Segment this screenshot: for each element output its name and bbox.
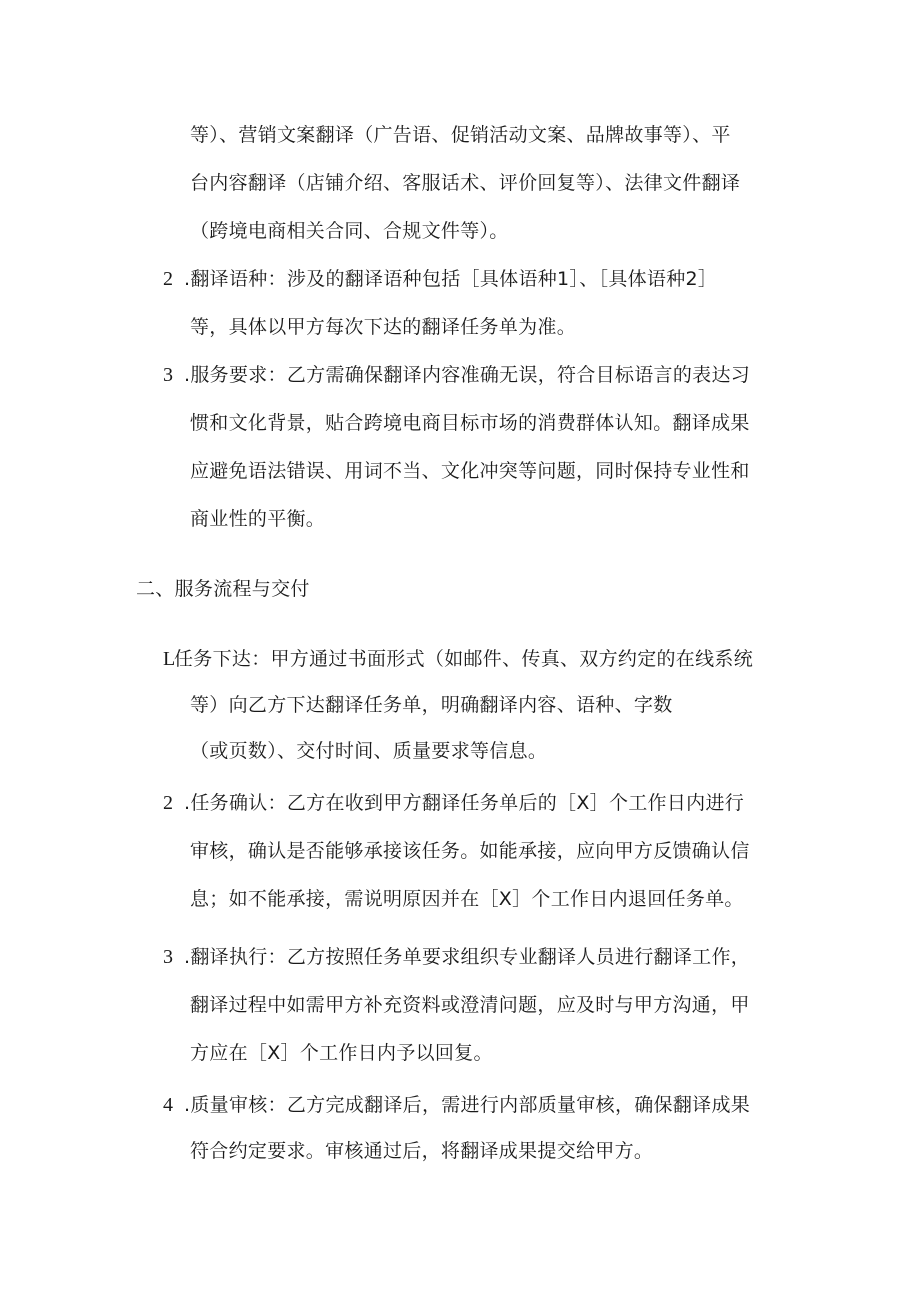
list-item-text: .质量审核：乙方完成翻译后，需进行内部质量审核，确保翻译成果	[184, 1094, 751, 1116]
body-text-line: 台内容翻译（店铺介绍、客服话术、评价回复等）、法律文件翻译	[190, 172, 741, 194]
list-item-text: .任务确认：乙方在收到甲方翻译任务单后的［X］个工作日内进行	[184, 792, 745, 814]
list-item-text: 翻译过程中如需甲方补充资料或澄清问题，应及时与甲方沟通，甲	[190, 994, 750, 1016]
list-item-text: （或页数）、交付时间、质量要求等信息。	[190, 740, 548, 762]
list-item-text: 应避免语法错误、用词不当、文化冲突等问题，同时保持专业性和	[190, 460, 750, 482]
list-number: 4	[163, 1094, 174, 1116]
list-item-text: 方应在［X］个工作日内予以回复。	[190, 1042, 493, 1064]
body-text-line: （跨境电商相关合同、合规文件等）。	[190, 220, 509, 242]
list-item-text: 等）向乙方下达翻译任务单，明确翻译内容、语种、字数	[190, 694, 673, 716]
list-number: L	[163, 648, 176, 670]
list-item-text: .服务要求：乙方需确保翻译内容准确无误，符合目标语言的表达习	[184, 364, 751, 386]
list-item-text: .翻译语种：涉及的翻译语种包括［具体语种1］、［具体语种2］	[184, 268, 718, 290]
body-text-line: 等）、营销文案翻译（广告语、促销活动文案、品牌故事等）、平	[190, 124, 731, 146]
list-item-text: 惯和文化背景，贴合跨境电商目标市场的消费群体认知。翻译成果	[190, 412, 750, 434]
list-number: 3	[163, 946, 174, 968]
list-item-text: 任务下达：甲方通过书面形式（如邮件、传真、双方约定的在线系统	[174, 648, 754, 670]
list-item-text: 息；如不能承接，需说明原因并在［X］个工作日内退回任务单。	[190, 888, 744, 910]
list-number: 3	[163, 364, 174, 386]
list-item-text: 审核，确认是否能够承接该任务。如能承接，应向甲方反馈确认信	[190, 840, 750, 862]
list-item-text: .翻译执行：乙方按照任务单要求组织专业翻译人员进行翻译工作，	[184, 946, 751, 968]
list-number: 2	[163, 792, 174, 814]
list-number: 2	[163, 268, 174, 290]
list-item-text: 等，具体以甲方每次下达的翻译任务单为准。	[190, 316, 577, 338]
list-item-text: 商业性的平衡。	[190, 508, 326, 530]
list-item-text: 符合约定要求。审核通过后，将翻译成果提交给甲方。	[190, 1140, 654, 1162]
section-heading: 二、服务流程与交付	[136, 578, 310, 600]
